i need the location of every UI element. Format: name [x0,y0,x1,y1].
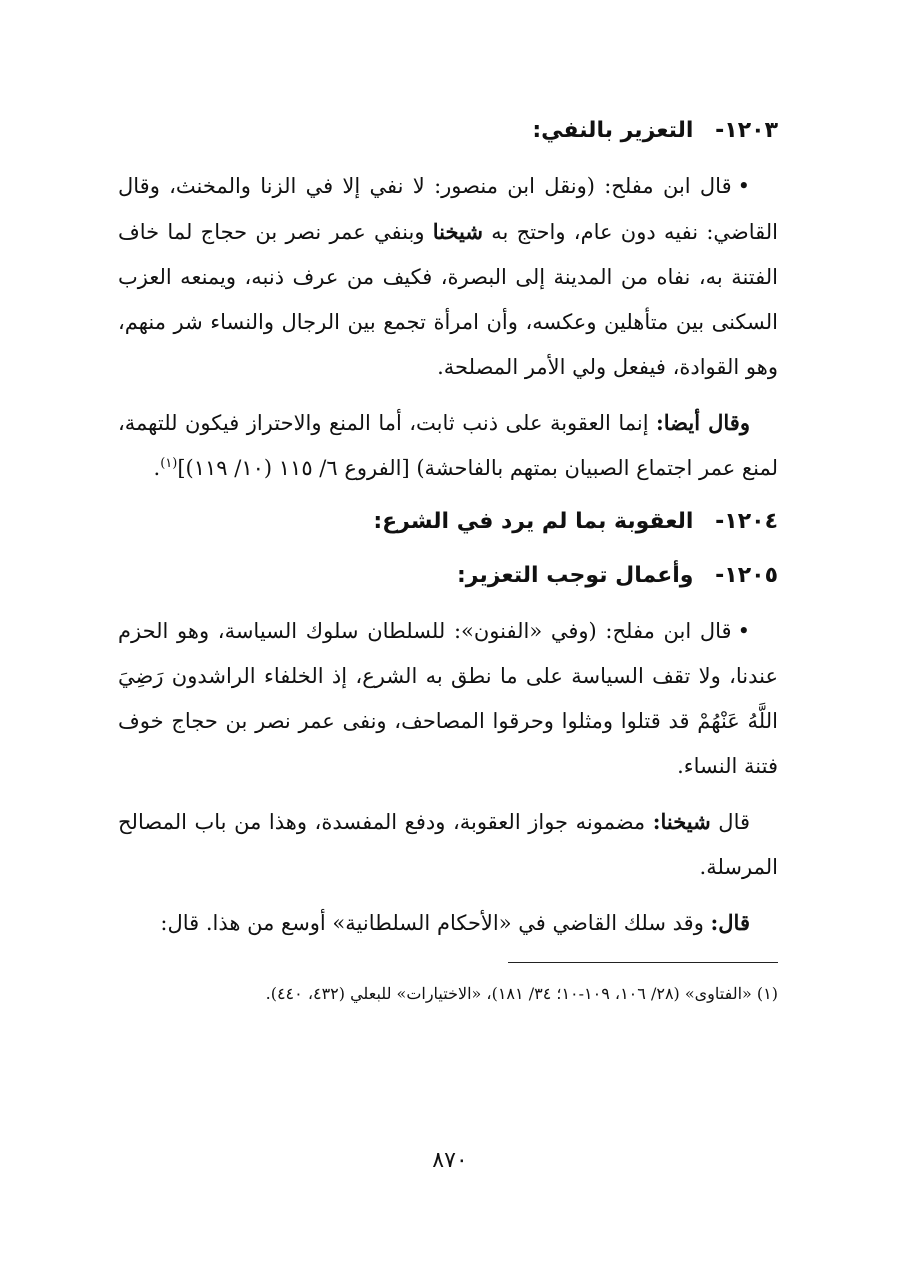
bullet-icon: • [737,174,750,198]
bold-term: شيخنا [432,219,483,244]
paragraph-text: وقد سلك القاضي في «الأحكام السلطانية» أوسع من هذا. قال: [160,911,711,935]
section-number: ١٢٠٥- [715,563,778,588]
paragraph-ibn-muflih-nafy [118,164,778,390]
section-heading-1204 [118,501,778,543]
section-number: ١٢٠٣- [715,118,778,143]
bullet-icon: • [737,619,750,643]
section-heading-1203 [118,110,778,152]
paragraph-end: . [153,456,161,480]
paragraph-text: مضمونه جواز العقوبة، ودفع المفسدة، وهذا من باب المصالح المرسلة. [118,810,778,879]
section-title: التعزير بالنفي: [532,118,694,143]
section-title: العقوبة بما لم يرد في الشرع: [373,509,694,534]
bold-term: قال: [710,910,750,935]
footnote-divider [508,962,778,963]
paragraph-qala-aydan [118,400,778,491]
paragraph-text-continued: وبنفي عمر نصر بن حجاج لما خاف الفتنة به، نفاه من المدينة إلى البصرة، فكيف من عرف ذنبه، ويمنعه العزب السكنى بين متأهلين وعكسه، وأن امرأة تجمع بين الرجال والنساء شر منهم، وهو القوادة، فيفعل ولي الأمر المصلحة. [118,220,778,379]
section-number: ١٢٠٤- [715,509,778,534]
footnote-text: «الفتاوى» (٢٨/ ١٠٦، ١٠٩-١٠؛ ٣٤/ ١٨١)، «الاختيارات» للبعلي (٤٣٢، ٤٤٠). [265,984,752,1003]
paragraph-text: قال ابن مفلح: (ونقل ابن منصور: لا نفي إلا في الزنا والمخنث، وقال القاضي: نفيه دون عام، واحتج به [118,174,778,244]
paragraph-text: إنما العقوبة على ذنب ثابت، أما المنع والاحتراز فيكون للتهمة، لمنع عمر اجتماع الصبيان بمتهم بالفاحشة) [الفروع ٦/ ١١٥ (١٠/ ١١٩)] [118,411,778,480]
bold-term: شيخنا: [652,809,711,834]
footnote-reference[interactable]: (١) [160,456,178,471]
paragraph-shaykhuna [118,799,778,890]
bold-term: وقال أيضا: [656,410,750,435]
page-body [118,110,778,1011]
page-number: ٨٧٠ [432,1148,468,1173]
paragraph-lead: قال [710,810,751,834]
section-heading-1205 [118,555,778,597]
paragraph-text: قال ابن مفلح: (وفي «الفنون»: للسلطان سلوك السياسة، وهو الحزم عندنا، ولا تقف السياسة على ما نطق به الشرع، إذ الخلفاء الراشدون رَضِيَ اللَّهُ عَنْهُمْ قد قتلوا ومثلوا وحرقوا المصاحف، ونفى عمر نصر بن حجاج خوف فتنة النساء. [118,619,778,778]
section-title: وأعمال توجب التعزير: [456,563,694,588]
footnote-marker: (١) [756,984,778,1003]
footnote [118,977,778,1011]
paragraph-qadi [118,900,778,946]
paragraph-funun [118,609,778,789]
